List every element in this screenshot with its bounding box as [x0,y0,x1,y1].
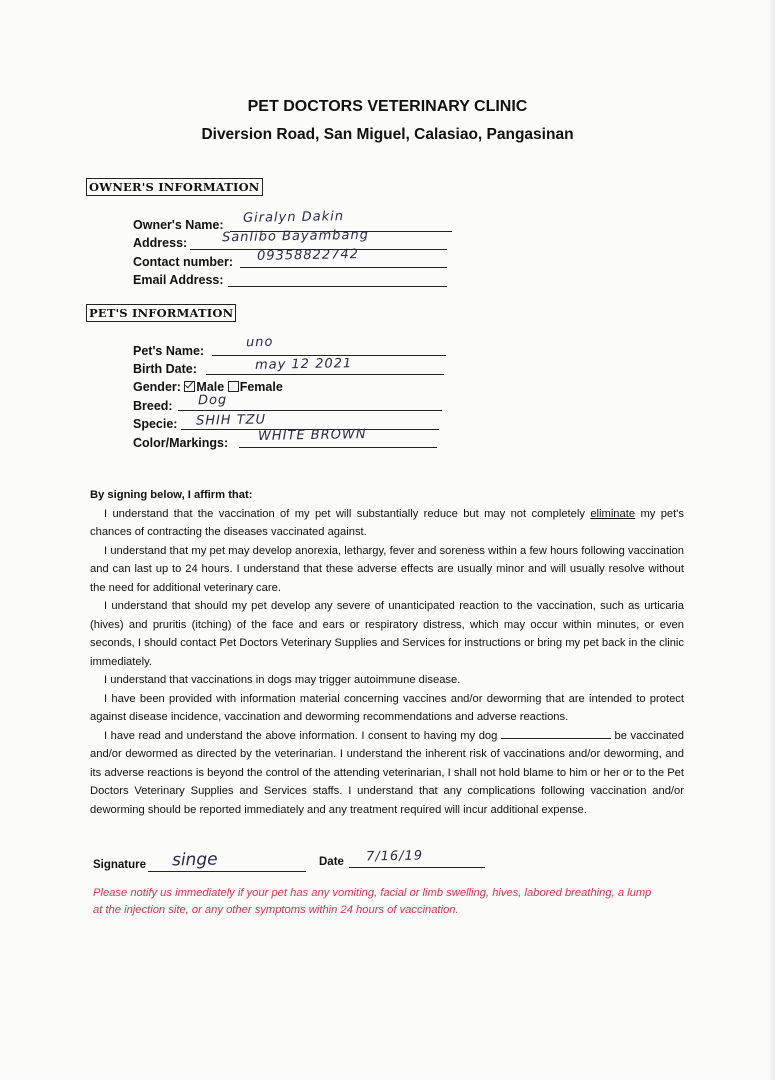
male-checkbox[interactable] [184,381,195,392]
dog-name-blank[interactable] [501,728,611,739]
gender-field [133,380,283,394]
affirmation-paragraph-5: I have been provided with information material concerning vaccines and/or deworming that are intended to protect against disease incidence, vaccination and deworming recommendations and adverse reactions. [90,692,684,723]
affirmation-paragraph-4: I understand that vaccinations in dogs may trigger autoimmune disease. [104,674,461,686]
date-value: 7/16/19 [365,848,424,865]
signature-label: Signature [93,859,147,871]
scan-edge [769,0,775,1080]
birth-date-line [206,374,444,375]
affirmation-paragraph-1: I understand that the vaccination of my pet will substantially reduce but may not completely eliminate my pet's chances of contracting the diseases vaccinated against. [90,507,684,538]
address-value[interactable]: Sanlibo Bayambang [221,227,370,246]
color-markings-value[interactable]: WHITE BROWN [257,427,367,444]
breed-value[interactable]: Dog [197,392,228,409]
clinic-address: Diversion Road, San Miguel, Calasiao, Pangasinan [201,126,574,143]
color-markings-label: Color/Markings: [133,436,229,450]
pet-name-label: Pet's Name: [133,344,205,358]
pet-section-title: PET'S INFORMATION [86,304,236,322]
pet-name-value[interactable]: uno [245,334,274,351]
birth-date-value[interactable]: may 12 2021 [254,356,353,373]
affirmation-intro: By signing below, I affirm that: [90,489,253,501]
notice-text: Please notify us immediately if your pet has any vomiting, facial or limb swelling, hives, labored breathing, a lump at the injection site, or any other symptoms within 24 hours of vaccination. [93,887,652,916]
owner-name-value[interactable]: Giralyn Dakin [242,209,345,226]
female-checkbox[interactable] [228,381,239,392]
contact-number-label: Contact number: [133,255,233,269]
birth-date-label: Birth Date: [133,362,197,376]
color-markings-line [239,447,437,448]
owner-section-title: OWNER'S INFORMATION [86,178,263,196]
specie-label: Specie: [133,417,178,431]
owner-name-label: Owner's Name: [133,218,224,232]
contact-number-line [240,267,447,268]
email-line[interactable] [228,286,447,287]
specie-value[interactable]: SHIH TZU [195,412,267,429]
affirmation-paragraph-3: I understand that should my pet develop any severe of unanticipated reaction to the vaccination, such as urticaria (hives) and pruritis (itching) of the face and ears or respiratory distress, which may occur within minutes, or even seconds, I should contact Pet Doctors Veterinary Supplies and Services for instructions or bring my pet back in the clinic immediately. [90,600,684,668]
date-line[interactable] [349,867,485,868]
affirmation-paragraph-2: I understand that my pet may develop anorexia, lethargy, fever and soreness within a few hours following vaccination and can last up to 24 hours. I understand that these adverse effects are usually minor and will usually resolve without the need for additional veterinary care. [90,544,684,594]
signature-value: singe [171,849,218,871]
breed-line [178,410,442,411]
clinic-name: PET DOCTORS VETERINARY CLINIC [247,98,528,115]
contact-number-value[interactable]: 09358822742 [256,247,360,264]
affirmation-paragraph-6: I have read and understand the above information. I consent to having my dog be vaccinated and/or dewormed as directed by the veterinarian. I understand the inherent risk of vaccinations and/or deworming, and its adverse reactions is beyond the control of the attending veterinarian, I shall not hold blame to him or her or to the Pet Doctors Veterinary Supplies and Services staffs. I understand that any complications following vaccination and/or deworming should be reported immediately and any treatment required will incur additional expense. [90,729,684,816]
affirmation-text [90,486,684,819]
date-label: Date [319,856,344,868]
male-option-label: Male [196,380,225,394]
breed-label: Breed: [133,399,173,413]
female-option-label: Female [239,380,283,394]
signature-line[interactable] [148,871,306,872]
gender-label: Gender: [133,380,181,394]
email-label: Email Address: [133,273,224,287]
address-label: Address: [133,236,188,250]
